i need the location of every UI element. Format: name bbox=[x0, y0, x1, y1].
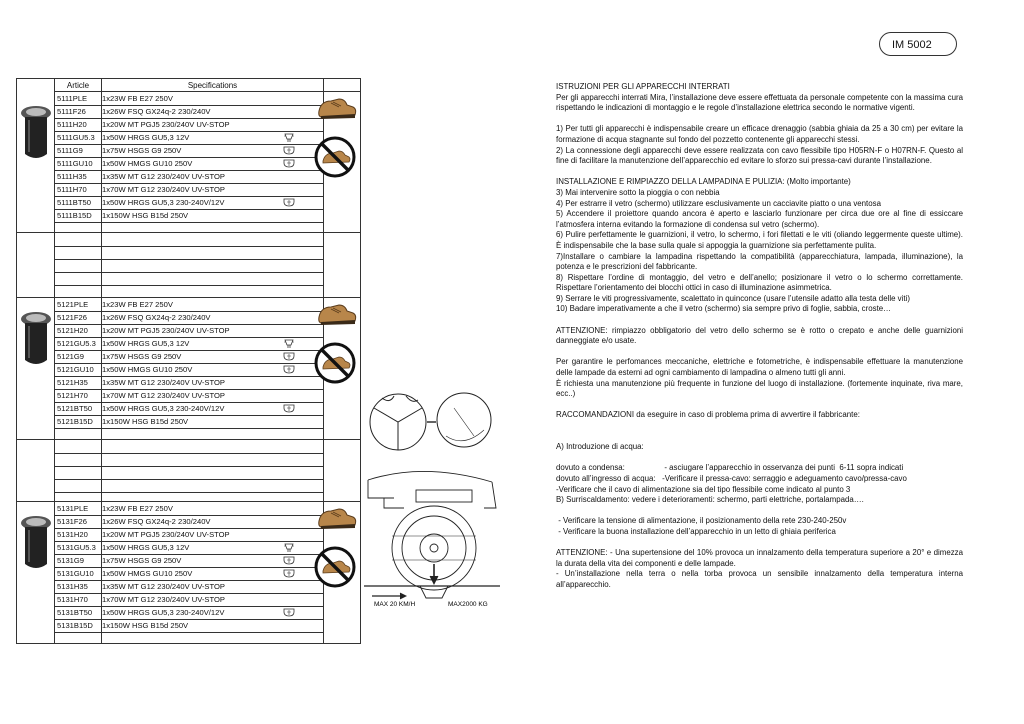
lamp-specification: 1x70W MT G12 230/240V UV-STOP bbox=[102, 185, 225, 194]
lamp-specification: 1x35W MT G12 230/240V UV-STOP bbox=[102, 378, 225, 387]
article-code: 5111H35 bbox=[57, 172, 87, 181]
row-divider bbox=[55, 466, 323, 467]
inground-lamp-image bbox=[20, 104, 52, 162]
table-row bbox=[55, 298, 323, 311]
lamp-specification: 1x20W MT PGJ5 230/240V UV-STOP bbox=[102, 530, 230, 539]
section-heading: B) Surriscaldamento: vedere i deterioramenti: schermo, parti elettriche, portalampada…. bbox=[556, 495, 864, 505]
group-divider bbox=[17, 439, 360, 440]
article-code: 5121F26 bbox=[57, 313, 87, 322]
table-row bbox=[55, 515, 323, 528]
recommendation-line: -Verificare che il cavo di alimentazione sia del tipo flessibile come indicato al punto 3 bbox=[556, 484, 851, 494]
lamp-specification: 1x50W HRGS GU5,3 12V bbox=[102, 133, 190, 142]
lamp-specification: 1x23W FB E27 250V bbox=[102, 504, 173, 513]
warning-text: ATTENZIONE: rimpiazzo obbligatorio del vetro dello schermo se è rotto o crepato e anche delle guarnizioni danneggiate e/o usate. bbox=[556, 325, 963, 346]
instructions-title: ISTRUZIONI PER GLI APPARECCHI INTERRATI bbox=[556, 82, 730, 91]
table-row bbox=[55, 183, 323, 196]
lamp-capsule-icon bbox=[283, 555, 295, 566]
recommendation-line: dovuto all’ingresso di acqua: -Verificare il pressa-cavo: serraggio e adeguamento cavo/pressa-cavo bbox=[556, 473, 907, 483]
lamp-specification: 1x20W MT PGJ5 230/240V UV-STOP bbox=[102, 326, 230, 335]
table-row bbox=[55, 118, 323, 131]
row-divider bbox=[55, 285, 323, 286]
article-code: 5111F26 bbox=[57, 107, 86, 116]
lamp-specification: 1x26W FSQ GX24q-2 230/240V bbox=[102, 313, 211, 322]
instruction-item: 5) Accendere il proiettore quando ancora è aperto e lasciarlo funzionare per circa due ore al fine di essiccare l’atmosfera interna evitando la formazione di condensa sul vetro (schermo). bbox=[556, 209, 963, 229]
recommendation-line: dovuto a condensa: - asciugare l’apparecchio in osservanza dei punti 6-11 sopra indicati bbox=[556, 463, 904, 473]
lamp-capsule-icon bbox=[283, 607, 295, 618]
article-code: 5131G9 bbox=[57, 556, 85, 565]
article-code: 5121B15D bbox=[57, 417, 93, 426]
table-row bbox=[55, 567, 323, 580]
inground-lamp-image bbox=[20, 514, 52, 572]
article-code: 5121H35 bbox=[57, 378, 88, 387]
article-code: 5131GU5.3 bbox=[57, 543, 96, 552]
lamp-capsule-icon bbox=[283, 197, 295, 208]
lamp-specification: 1x75W HSGS G9 250V bbox=[102, 556, 182, 565]
table-row bbox=[55, 337, 323, 350]
table-row bbox=[55, 363, 323, 376]
table-row bbox=[55, 389, 323, 402]
lamp-specification: 1x50W HRGS GU5,3 230-240V/12V bbox=[102, 608, 225, 617]
warning-text: - Un’installazione nella terra o nella torba provoca un sensibile innalzamento della temperatura interna all’apparecchio. bbox=[556, 569, 963, 589]
row-divider bbox=[55, 632, 323, 633]
table-row bbox=[55, 593, 323, 606]
glass-removal-drawing bbox=[364, 378, 494, 470]
table-row bbox=[55, 170, 323, 183]
table-row bbox=[55, 528, 323, 541]
recommendation-line: - Verificare la tensione di alimentazione, il posizionamento della rete 230-240-250v bbox=[556, 516, 847, 526]
article-code: 5121GU5.3 bbox=[57, 339, 96, 348]
row-divider bbox=[55, 272, 323, 273]
table-row bbox=[55, 541, 323, 554]
table-row bbox=[55, 606, 323, 619]
table-row bbox=[55, 350, 323, 363]
lamp-capsule-icon bbox=[283, 568, 295, 579]
instruction-item: 4) Per estrarre il vetro (schermo) utilizzare esclusivamente un cacciavite piatto o una ventosa bbox=[556, 198, 881, 208]
lamp-capsule-icon bbox=[283, 145, 295, 156]
row-divider bbox=[55, 479, 323, 480]
lamp-reflector-icon bbox=[283, 542, 295, 553]
lamp-capsule-icon bbox=[283, 158, 295, 169]
group-divider bbox=[17, 232, 360, 233]
instruction-item: 9) Serrare le viti progressivamente, scalettato in quinconce (usare l’utensile adatto alla testa delle viti) bbox=[556, 293, 910, 303]
header-specifications: Specifications bbox=[187, 81, 238, 90]
lamp-specification: 1x23W FB E27 250V bbox=[102, 300, 173, 309]
table-row bbox=[55, 402, 323, 415]
instructions bbox=[556, 82, 963, 591]
row-divider bbox=[55, 222, 323, 223]
recommendations-heading: RACCOMANDAZIONI da eseguire in caso di problema prima di avvertire il fabbricante: bbox=[556, 410, 860, 420]
lamp-specification: 1x75W HSGS G9 250V bbox=[102, 352, 182, 361]
section-heading: INSTALLAZIONE E RIMPIAZZO DELLA LAMPADINA E PULIZIA: (Molto importante) bbox=[556, 177, 851, 187]
shoe-walk-over-icon bbox=[317, 95, 357, 121]
table-row bbox=[55, 415, 323, 428]
lamp-specification: 1x50W HRGS GU5,3 230-240V/12V bbox=[102, 198, 225, 207]
table-row bbox=[55, 502, 323, 515]
lamp-specification: 1x150W HSG B15d 250V bbox=[102, 621, 189, 630]
lamp-specification: 1x26W FSQ GX24q-2 230/240V bbox=[102, 107, 211, 116]
lamp-specification: 1x23W FB E27 250V bbox=[102, 94, 173, 103]
table-row bbox=[55, 324, 323, 337]
article-code: 5131H20 bbox=[57, 530, 88, 539]
table-row bbox=[55, 105, 323, 118]
document-code-badge: IM 5002 bbox=[879, 32, 957, 56]
row-divider bbox=[55, 453, 323, 454]
lamp-specification: 1x150W HSG B15d 250V bbox=[102, 211, 189, 220]
lamp-specification: 1x70W MT G12 230/240V UV-STOP bbox=[102, 391, 225, 400]
maintenance-text: Per garantire le perfomances meccaniche, elettriche e fotometriche, è indispensabile effettuare la manutenzione delle lampade da esterni ad ogni cambiamento di lampadina o almeno tutti gli anni. bbox=[556, 357, 963, 378]
lamp-capsule-icon bbox=[283, 351, 295, 362]
instruction-item: 10) Badare imperativamente a che il vetro (schermo) sia sempre privo di foglie, sabbia, croste… bbox=[556, 304, 892, 314]
no-vehicle-icon bbox=[313, 545, 357, 589]
table-row bbox=[55, 157, 323, 170]
shoe-walk-over-icon bbox=[317, 301, 357, 327]
max-speed-label: MAX 20 KM/H bbox=[374, 601, 416, 608]
table-row bbox=[55, 92, 323, 105]
row-divider bbox=[55, 259, 323, 260]
vehicle-load-drawing bbox=[364, 468, 500, 608]
instruction-item: 6) Pulire perfettamente le guarnizioni, il vetro, lo schermo, i fori filettati e le viti (oliando leggermente queste ultime). È indispensabile che la base sulla quale si appoggia la guarnizione sia perfettamente pulita. bbox=[556, 230, 963, 250]
no-vehicle-icon bbox=[313, 341, 357, 385]
instructions-intro: Per gli apparecchi interrati Mira, l’installazione deve essere effettuata da personale competente con la massima cura rispettando le indicazioni di montaggio e le regole d’installazione elettrica secondo le normative vigenti. bbox=[556, 92, 963, 113]
recommendation-line: - Verificare la buona installazione dell’apparecchio in un letto di ghiaia periferica bbox=[556, 526, 836, 536]
inground-lamp-image bbox=[20, 310, 52, 368]
lamp-reflector-icon bbox=[283, 132, 295, 143]
article-code: 5131B15D bbox=[57, 621, 93, 630]
lamp-specification: 1x50W HRGS GU5,3 12V bbox=[102, 543, 190, 552]
lamp-specification: 1x70W MT G12 230/240V UV-STOP bbox=[102, 595, 225, 604]
table-row bbox=[55, 209, 323, 222]
instruction-item: 8) Rispettare l’ordine di montaggio, del vetro e dell’anello; posizionare il vetro o lo schermo correttamente. Rispettare l’orientamento dei blocchi ottici in caso di illuminazione asimmetrica. bbox=[556, 272, 963, 293]
lamp-specification: 1x50W HRGS GU5,3 12V bbox=[102, 339, 190, 348]
lamp-specification: 1x50W HRGS GU5,3 230-240V/12V bbox=[102, 404, 225, 413]
article-code: 5121H70 bbox=[57, 391, 88, 400]
table-row bbox=[55, 196, 323, 209]
article-code: 5131H70 bbox=[57, 595, 88, 604]
article-code: 5121BT50 bbox=[57, 404, 93, 413]
article-code: 5131GU10 bbox=[57, 569, 94, 578]
instruction-item: 3) Mai intervenire sotto la pioggia o con nebbia bbox=[556, 187, 720, 197]
maintenance-text: È richiesta una manutenzione più frequente in funzione del luogo di installazione. (fortemente inquinate, riva mare, ecc..) bbox=[556, 378, 963, 399]
table-row bbox=[55, 580, 323, 593]
article-code: 5111H70 bbox=[57, 185, 87, 194]
lamp-capsule-icon bbox=[283, 403, 295, 414]
lamp-specification: 1x35W MT G12 230/240V UV-STOP bbox=[102, 172, 225, 181]
article-code: 5111BT50 bbox=[57, 198, 91, 207]
shoe-walk-over-icon bbox=[317, 505, 357, 531]
table-row bbox=[55, 144, 323, 157]
instruction-item: 7)Installare o cambiare la lampadina rispettando la compatibilità (apparecchiatura, lampada, illuminazione), la potenza e le prescrizioni del fabbricante. bbox=[556, 251, 963, 272]
article-code: 5131PLE bbox=[57, 504, 89, 513]
lamp-specification: 1x26W FSQ GX24q-2 230/240V bbox=[102, 517, 211, 526]
article-code: 5111H20 bbox=[57, 120, 87, 129]
max-load-label: MAX2000 KG bbox=[448, 601, 488, 608]
article-code: 5121GU10 bbox=[57, 365, 94, 374]
article-code: 5111PLE bbox=[57, 94, 88, 103]
lamp-specification: 1x75W HSGS G9 250V bbox=[102, 146, 182, 155]
lamp-specification: 1x50W HMGS GU10 250V bbox=[102, 569, 193, 578]
spec-table bbox=[16, 78, 361, 644]
article-code: 5111GU10 bbox=[57, 159, 93, 168]
instruction-item: 1) Per tutti gli apparecchi è indispensabile creare un efficace drenaggio (sabbia ghiaia da 25 a 30 cm) per evitare la formazione di acqua stagnante sul fondo del pozzetto contenente gli apparecchi stessi. bbox=[556, 124, 963, 144]
article-code: 5121PLE bbox=[57, 300, 89, 309]
lamp-specification: 1x50W HMGS GU10 250V bbox=[102, 159, 193, 168]
lamp-specification: 1x35W MT G12 230/240V UV-STOP bbox=[102, 582, 225, 591]
section-heading: A) Introduzione di acqua: bbox=[556, 442, 644, 452]
lamp-specification: 1x150W HSG B15d 250V bbox=[102, 417, 189, 426]
article-code: 5121G9 bbox=[57, 352, 85, 361]
row-divider bbox=[55, 428, 323, 429]
instruction-item: 2) La connessione degli apparecchi deve essere realizzata con cavo flessibile tipo H05RN-F o H07RN-F. Questo al fine di facilitare la manutenzione dell’apparecchio ed evitare lo sforzo sui pressa-cavi durante l’installazione. bbox=[556, 145, 963, 166]
table-row bbox=[55, 376, 323, 389]
lamp-reflector-icon bbox=[283, 338, 295, 349]
article-code: 5111GU5.3 bbox=[57, 133, 95, 142]
row-divider bbox=[55, 246, 323, 247]
article-code: 5111G9 bbox=[57, 146, 83, 155]
lamp-specification: 1x20W MT PGJ5 230/240V UV-STOP bbox=[102, 120, 230, 129]
article-code: 5131F26 bbox=[57, 517, 87, 526]
warning-text: ATTENZIONE: - Una supertensione del 10% provoca un innalzamento della temperatura superiore a 20° e dimezza la durata della vita dei componenti e delle lampade. bbox=[556, 548, 963, 568]
no-vehicle-icon bbox=[313, 135, 357, 179]
table-row bbox=[55, 131, 323, 144]
table-row bbox=[55, 554, 323, 567]
table-row bbox=[55, 311, 323, 324]
header-article: Article bbox=[66, 81, 90, 90]
article-code: 5131BT50 bbox=[57, 608, 93, 617]
article-code: 5121H20 bbox=[57, 326, 88, 335]
row-divider bbox=[55, 492, 323, 493]
article-code: 5111B15D bbox=[57, 211, 92, 220]
article-code: 5131H35 bbox=[57, 582, 88, 591]
table-row bbox=[55, 619, 323, 632]
lamp-capsule-icon bbox=[283, 364, 295, 375]
lamp-specification: 1x50W HMGS GU10 250V bbox=[102, 365, 193, 374]
